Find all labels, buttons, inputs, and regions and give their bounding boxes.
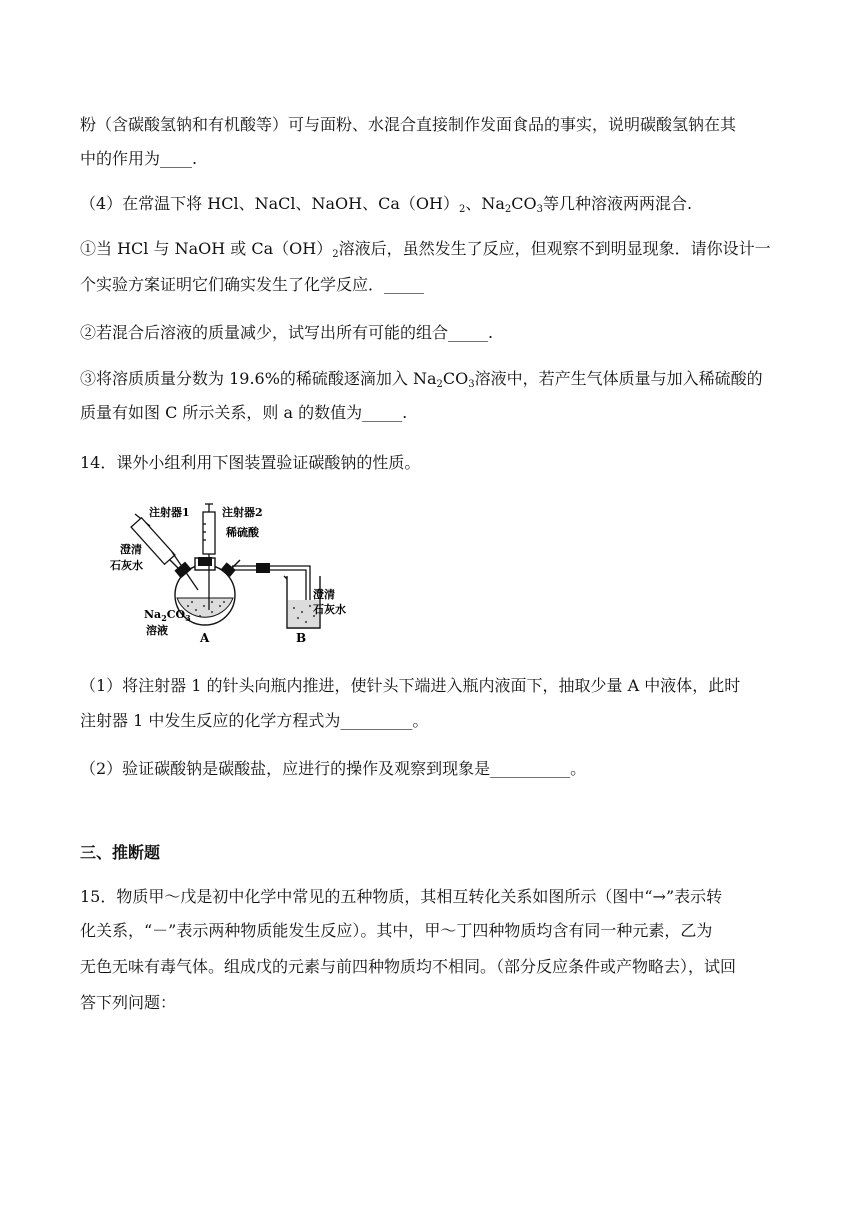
label-acid: 稀硫酸 — [226, 526, 259, 539]
label-na2co3: $Na_2CO_3$ — [144, 608, 191, 623]
label-syringe1: 注射器1 — [149, 506, 190, 519]
text-line: （1）将注射器 1 的针头向瓶内推进，使针头下端进入瓶内液面下，抽取少量 A 中液体，此时 — [80, 676, 741, 695]
apparatus-figure — [80, 500, 346, 650]
label-solution: 溶液 — [146, 624, 168, 637]
label-a: A — [200, 631, 210, 645]
text-line: 中的作用为____. — [80, 149, 198, 168]
section-heading: 三、推断题 — [80, 843, 161, 862]
text-line: ②若混合后溶液的质量减少，试写出所有可能的组合_____. — [80, 323, 494, 342]
label-syringe2: 注射器2 — [222, 506, 263, 519]
text-line: （4）在常温下将 HCl、NaCl、NaOH、$Ca(OH)_2$、$Na_2CO_3$等几种溶液两两混合. — [80, 194, 693, 215]
label-limewater-a2: 石灰水 — [110, 559, 143, 572]
text-line: 注射器 1 中发生反应的化学方程式为_________。 — [80, 711, 429, 730]
stopper-center — [198, 557, 212, 566]
text-line: 化关系，“－”表示两种物质能发生反应）。其中，甲～丁四种物质均含有同一种元素，乙为 — [80, 921, 713, 940]
label-b: B — [296, 631, 307, 645]
text-line: 质量有如图 C 所示关系，则 a 的数值为_____. — [80, 403, 408, 422]
apparatus-diagram — [80, 500, 346, 650]
label-limewater-b1: 澄清 — [313, 588, 335, 601]
text-line: 个实验方案证明它们确实发生了化学反应．_____ — [80, 275, 425, 294]
tube-connector — [256, 563, 270, 573]
question-15: 15．物质甲～戊是初中化学中常见的五种物质，其相互转化关系如图所示（图中“→”表示转 — [80, 887, 723, 906]
text-line: 粉（含碳酸氢钠和有机酸等）可与面粉、水混合直接制作发面食品的事实，说明碳酸氢钠在其 — [80, 115, 737, 134]
text-line: 无色无味有毒气体。组成戊的元素与前四种物质均不相同。（部分反应条件或产物略去），试回 — [80, 957, 737, 976]
text-line: ①当 HCl 与 NaOH 或 $Ca(OH)_2$溶液后，虽然发生了反应，但观察不到明显现象．请你设计一 — [80, 239, 771, 260]
text-line: 答下列问题： — [80, 993, 177, 1012]
question-14: 14．课外小组利用下图装置验证碳酸钠的性质。 — [80, 453, 421, 472]
text-line: ③将溶质质量分数为 19.6%的稀硫酸逐滴加入 $Na_2CO_3$溶液中，若产生气体质量与加入稀硫酸的 — [80, 369, 763, 390]
text-line: （2）验证碳酸钠是碳酸盐，应进行的操作及观察到现象是__________。 — [80, 759, 587, 778]
label-limewater-b2: 石灰水 — [313, 603, 346, 616]
label-limewater-a1: 澄清 — [120, 543, 142, 556]
